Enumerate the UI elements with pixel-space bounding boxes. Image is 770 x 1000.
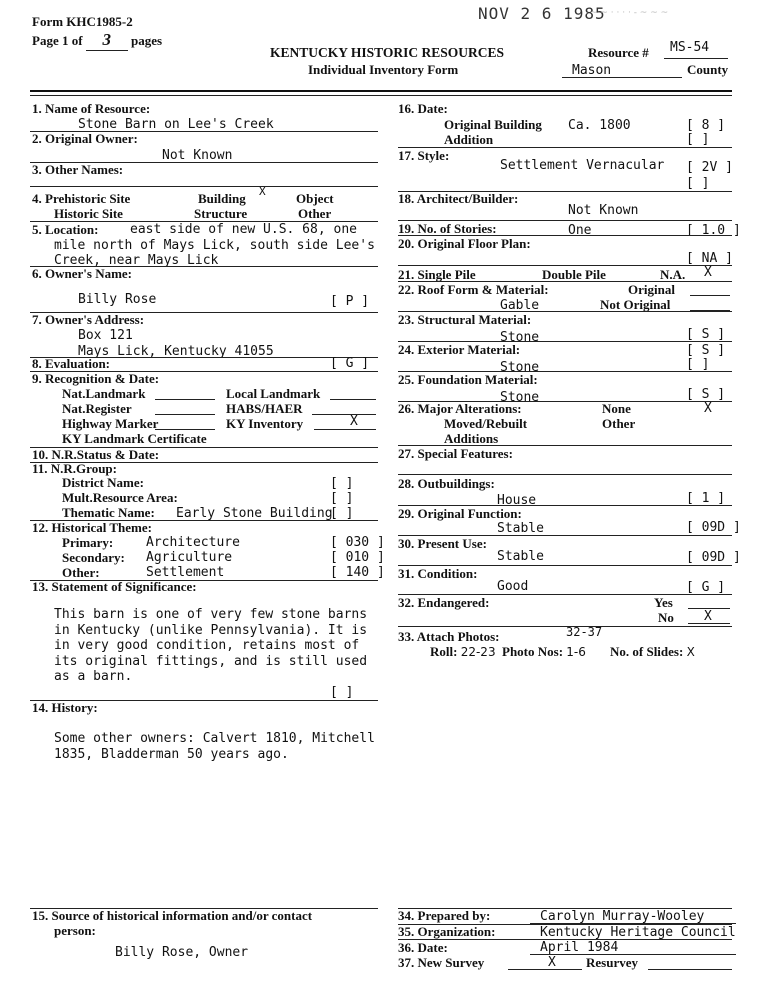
f32-yes: Yes <box>654 595 673 610</box>
page-count: Page 1 of 3 pages <box>32 30 163 49</box>
f16-add-code: [ ] <box>686 132 710 147</box>
f13-code: [ ] <box>330 685 354 700</box>
f5-line2: mile north of Mays Lick, south side Lee's <box>54 238 375 253</box>
f9-ky-inventory-mark: X <box>350 414 358 429</box>
f11-district: District Name: <box>62 475 144 490</box>
f7-line1: Box 121 <box>78 328 133 343</box>
form-subtitle: Individual Inventory Form <box>308 62 459 77</box>
f25-value: Stone <box>500 390 540 405</box>
f36-label: 36. Date: <box>398 940 448 955</box>
f32-label: 32. Endangered: <box>398 595 490 610</box>
f17-label: 17. Style: <box>398 148 450 163</box>
f11-thematic: Thematic Name: <box>62 505 155 520</box>
f11-thematic-value: Early Stone Building <box>176 506 333 521</box>
f26-none: None <box>602 401 631 416</box>
f24-code2: [ ] <box>686 357 710 372</box>
stamp-smudge: ~ ~ · · · · - ~ ~ ~ <box>590 8 669 18</box>
f21-double: Double Pile <box>542 267 606 282</box>
f18-value: Not Known <box>568 203 639 218</box>
f24-code: [ S ] <box>686 343 726 358</box>
f14-line2: 1835, Bladderman 50 years ago. <box>54 747 289 762</box>
f26-additions: Additions <box>444 431 499 446</box>
resource-number: MS-54 <box>670 40 710 55</box>
f30-code: [ 09D ] <box>686 550 741 565</box>
f14-label: 14. History: <box>32 700 98 715</box>
f12-secondary: Agriculture <box>146 550 233 565</box>
f6-value: Billy Rose <box>78 292 157 307</box>
f3-label: 3. Other Names: <box>32 162 124 177</box>
f4-label: 4. Prehistoric Site <box>32 191 131 206</box>
f8-code: [ G ] <box>330 356 370 371</box>
f20-code: [ NA ] <box>686 251 733 266</box>
county-label: County <box>687 62 729 77</box>
f13-label: 13. Statement of Significance: <box>32 579 197 594</box>
f4-object: Object <box>296 191 334 206</box>
f12-other-label: Other: <box>62 565 100 580</box>
f29-value: Stable <box>497 521 544 536</box>
f4-mark: X <box>259 185 266 198</box>
f15-value: Billy Rose, Owner <box>115 945 249 960</box>
f9-ky-cert: KY Landmark Certificate <box>62 431 207 446</box>
f5-label: 5. Location: <box>32 222 99 237</box>
f12-other: Settlement <box>146 565 225 580</box>
f28-code: [ 1 ] <box>686 491 726 506</box>
f24-label: 24. Exterior Material: <box>398 342 521 357</box>
f9-habs: HABS/HAER <box>226 401 303 416</box>
f29-label: 29. Original Function: <box>398 506 522 521</box>
f19-code: [ 1.0 ] <box>686 223 741 238</box>
f7-line2: Mays Lick, Kentucky 41055 <box>78 344 274 359</box>
f30-label: 30. Present Use: <box>398 536 487 551</box>
f11-label: 11. N.R.Group: <box>32 461 117 476</box>
f34-label: 34. Prepared by: <box>398 908 491 923</box>
f13-line5: as a barn. <box>54 669 133 684</box>
f11-thematic-code: [ ] <box>330 506 354 521</box>
f15-label: 15. Source of historical information and/or contact <box>32 908 313 923</box>
f5-line3: Creek, near Mays Lick <box>54 253 219 268</box>
f13-line2: in Kentucky (unlike Pennsylvania). It is <box>54 623 368 638</box>
form-id: Form KHC1985-2 <box>32 14 133 29</box>
f23-code: [ S ] <box>686 327 726 342</box>
f37-resurvey: Resurvey <box>586 955 638 970</box>
f12-other-code: [ 140 ] <box>330 565 385 580</box>
resource-label: Resource # <box>588 45 649 60</box>
f11-district-code: [ ] <box>330 476 354 491</box>
f16-label: 16. Date: <box>398 101 448 116</box>
f2-label: 2. Original Owner: <box>32 131 138 146</box>
f19-label: 19. No. of Stories: <box>398 221 497 236</box>
f30-value: Stable <box>497 549 544 564</box>
f18-label: 18. Architect/Builder: <box>398 191 519 206</box>
f11-mult: Mult.Resource Area: <box>62 490 178 505</box>
f4-structure: Structure <box>194 206 248 221</box>
f26-label: 26. Major Alterations: <box>398 401 522 416</box>
f35-value: Kentucky Heritage Council <box>540 925 736 940</box>
f4-historic: Historic Site <box>54 206 123 221</box>
f1-label: 1. Name of Resource: <box>32 101 151 116</box>
f11-mult-code: [ ] <box>330 491 354 506</box>
f25-code: [ S ] <box>686 387 726 402</box>
f35-label: 35. Organization: <box>398 924 496 939</box>
f12-primary-label: Primary: <box>62 535 114 550</box>
f9-ky-inventory: KY Inventory <box>226 416 304 431</box>
f12-primary: Architecture <box>146 535 240 550</box>
f16-orig-label: Original Building <box>444 117 542 132</box>
f9-nat-register: Nat.Register <box>62 401 132 416</box>
f5-line1: east side of new U.S. 68, one <box>130 222 357 237</box>
f26-other: Other <box>602 416 636 431</box>
f7-label: 7. Owner's Address: <box>32 312 145 327</box>
f1-value: Stone Barn on Lee's Creek <box>78 117 274 132</box>
f37-mark: X <box>548 955 556 970</box>
f31-value: Good <box>497 579 529 594</box>
f26-mark: X <box>704 401 712 416</box>
received-stamp: NOV 2 6 1985 <box>478 4 606 23</box>
f17-code2: [ ] <box>686 176 710 191</box>
f15-label2: person: <box>54 923 96 938</box>
f31-label: 31. Condition: <box>398 566 478 581</box>
f21-mark: X <box>704 265 712 280</box>
f9-nat-landmark: Nat.Landmark <box>62 386 146 401</box>
f23-label: 23. Structural Material: <box>398 312 532 327</box>
f33-photo: Photo Nos: 1-6 <box>502 644 586 659</box>
f32-no: No <box>658 610 674 625</box>
f34-value: Carolyn Murray-Wooley <box>540 909 705 924</box>
f33-slides: No. of Slides: X <box>610 644 695 659</box>
f8-label: 8. Evaluation: <box>32 356 111 371</box>
f21-label: 21. Single Pile <box>398 267 476 282</box>
f14-line1: Some other owners: Calvert 1810, Mitchell <box>54 731 375 746</box>
f27-label: 27. Special Features: <box>398 446 513 461</box>
f33-roll: Roll: 22-23 <box>430 644 496 659</box>
f9-label: 9. Recognition & Date: <box>32 371 160 386</box>
f12-secondary-code: [ 010 ] <box>330 550 385 565</box>
f28-label: 28. Outbuildings: <box>398 476 495 491</box>
f36-value: April 1984 <box>540 940 619 955</box>
f23-value: Stone <box>500 330 540 345</box>
f16-add-label: Addition <box>444 132 494 147</box>
f9-highway: Highway Marker <box>62 416 159 431</box>
f24-value: Stone <box>500 360 540 375</box>
f33-label: 33. Attach Photos: <box>398 629 500 644</box>
f25-label: 25. Foundation Material: <box>398 372 538 387</box>
f13-line4: its original fittings, and is still used <box>54 654 368 669</box>
f22-value: Gable <box>500 298 540 313</box>
county-value: Mason <box>572 63 612 78</box>
f19-value: One <box>568 223 592 238</box>
f31-code: [ G ] <box>686 580 726 595</box>
f22-label: 22. Roof Form & Material: <box>398 282 549 297</box>
f16-orig-value: Ca. 1800 <box>568 118 631 133</box>
f13-line1: This barn is one of very few stone barns <box>54 607 368 622</box>
f6-label: 6. Owner's Name: <box>32 266 133 281</box>
f17-code: [ 2V ] <box>686 160 733 175</box>
f16-orig-code: [ 8 ] <box>686 118 726 133</box>
f37-label: 37. New Survey <box>398 955 485 970</box>
f2-value: Not Known <box>162 148 233 163</box>
f28-value: House <box>497 493 537 508</box>
f33-photo-nums: 32-37 <box>566 625 603 639</box>
f20-label: 20. Original Floor Plan: <box>398 236 531 251</box>
f22-not-original: Not Original <box>600 297 671 312</box>
f13-line3: in very good condition, retains most of <box>54 638 360 653</box>
f12-label: 12. Historical Theme: <box>32 520 152 535</box>
f21-na: N.A. <box>660 267 686 282</box>
f6-code: [ P ] <box>330 294 370 309</box>
f12-secondary-label: Secondary: <box>62 550 125 565</box>
f32-mark: X <box>704 609 712 624</box>
f9-local-landmark: Local Landmark <box>226 386 321 401</box>
form-title: KENTUCKY HISTORIC RESOURCES <box>270 45 505 60</box>
f26-moved: Moved/Rebuilt <box>444 416 528 431</box>
f4-building: Building <box>198 191 246 206</box>
f29-code: [ 09D ] <box>686 520 741 535</box>
f10-label: 10. N.R.Status & Date: <box>32 447 160 462</box>
f17-value: Settlement Vernacular <box>500 158 665 173</box>
f4-other: Other <box>298 206 332 221</box>
f22-original: Original <box>628 282 675 297</box>
f12-primary-code: [ 030 ] <box>330 535 385 550</box>
